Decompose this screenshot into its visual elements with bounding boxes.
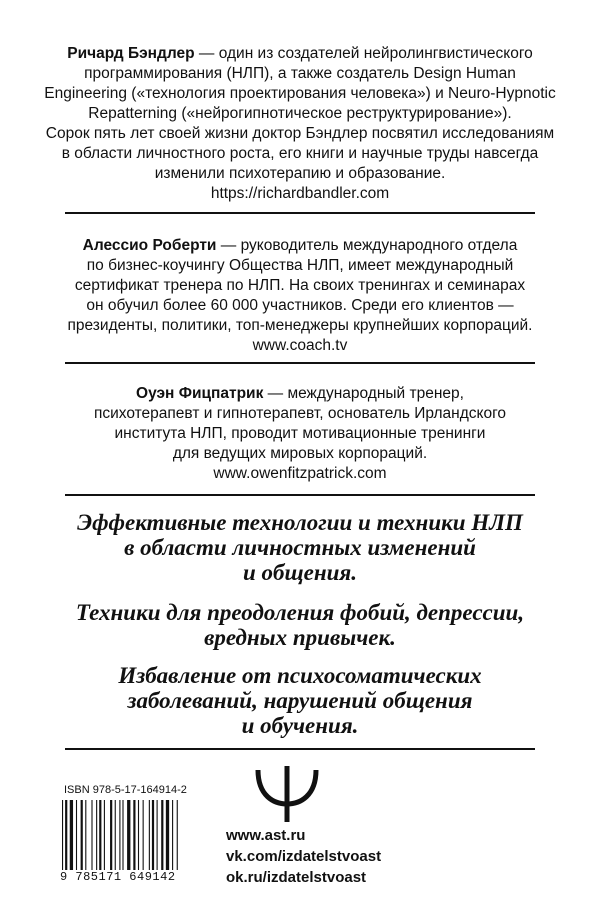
author-name: Алессио Роберти (82, 237, 217, 254)
website-link[interactable]: www.coach.tv (252, 337, 348, 354)
publisher-logo-icon (252, 766, 322, 822)
link-ast[interactable]: www.ast.ru (226, 827, 306, 844)
tagline-1: Эффективные технологии и техники НЛП в области личностных изменений и общения. (77, 510, 523, 585)
barcode-bar (62, 800, 63, 870)
divider (65, 362, 535, 364)
barcode-bar (76, 800, 77, 870)
barcode-bar (81, 800, 83, 870)
barcode-bar (172, 800, 173, 870)
divider (65, 748, 535, 750)
link-ok[interactable]: ok.ru/izdatelstvoast (226, 869, 367, 886)
bio-roberti: Алессио Роберти — руководитель международного отдела по бизнес-коучингу Общества НЛП, имеет международный сертификат тренера по НЛП. На своих тренингах и семинарах он обучил более 60 000 участников. Среди его клиентов — президенты, политики, топ-менеджеры крупнейших корпораций. www.coach.tv (0, 236, 600, 356)
barcode-bar (99, 800, 101, 870)
barcode-digits: 9 785171 649142 (60, 870, 176, 884)
barcode-bar (149, 800, 150, 870)
link-vk[interactable]: vk.com/izdatelstvoast (226, 848, 382, 865)
barcode-bar (65, 800, 67, 870)
website-link[interactable]: https://richardbandler.com (210, 185, 390, 202)
barcode-bar (96, 800, 97, 870)
barcode-bar (152, 800, 154, 870)
divider (65, 212, 535, 214)
barcode-bar (119, 800, 120, 870)
author-name: Оуэн Фицпатрик (136, 385, 264, 402)
tagline-3: Избавление от психосоматических заболеваний, нарушений общения и обучения. (118, 663, 482, 738)
barcode (62, 800, 208, 872)
barcode-bar (143, 800, 144, 870)
barcode-bar (110, 800, 112, 870)
barcode-bar (133, 800, 135, 870)
barcode-bar (177, 800, 178, 870)
bio-fitzpatrick: Оуэн Фицпатрик — международный тренер, психотерапевт и гипнотерапевт, основатель Ирландского института НЛП, проводит мотивационные тренинги для ведущих мировых корпораций. www.owenfitzpatrick.com (0, 384, 600, 484)
barcode-bar (91, 800, 92, 870)
barcode-bar (166, 800, 169, 870)
divider (65, 494, 535, 496)
barcode-bar (85, 800, 86, 870)
barcode-bar (161, 800, 163, 870)
barcode-bar (157, 800, 158, 870)
barcode-bar (122, 800, 123, 870)
publisher-links (226, 825, 381, 888)
barcode-bar (115, 800, 116, 870)
barcode-bar (104, 800, 105, 870)
website-link[interactable]: www.owenfitzpatrick.com (213, 465, 387, 482)
isbn-label: ISBN 978-5-17-164914-2 (64, 784, 187, 796)
barcode-bar (70, 800, 73, 870)
tagline-2: Техники для преодоления фобий, депрессии, вредных привычек. (75, 600, 525, 650)
barcode-bar (138, 800, 139, 870)
barcode-bar (127, 800, 130, 870)
author-name: Ричард Бэндлер (67, 45, 195, 62)
bio-bandler: Ричард Бэндлер — один из создателей нейролингвистического программирования (НЛП), а также создатель Design Human Engineering («технология проектирования человека») и Neuro-Hypnotic Repatterning («нейрогипнотическое реструктурирование»). Сорок пять лет своей жизни доктор Бэндлер посвятил исследованиям в области личностного роста, его книги и научные труды навсегда изменили психотерапию и образование. https://richardbandler.com (0, 44, 600, 204)
